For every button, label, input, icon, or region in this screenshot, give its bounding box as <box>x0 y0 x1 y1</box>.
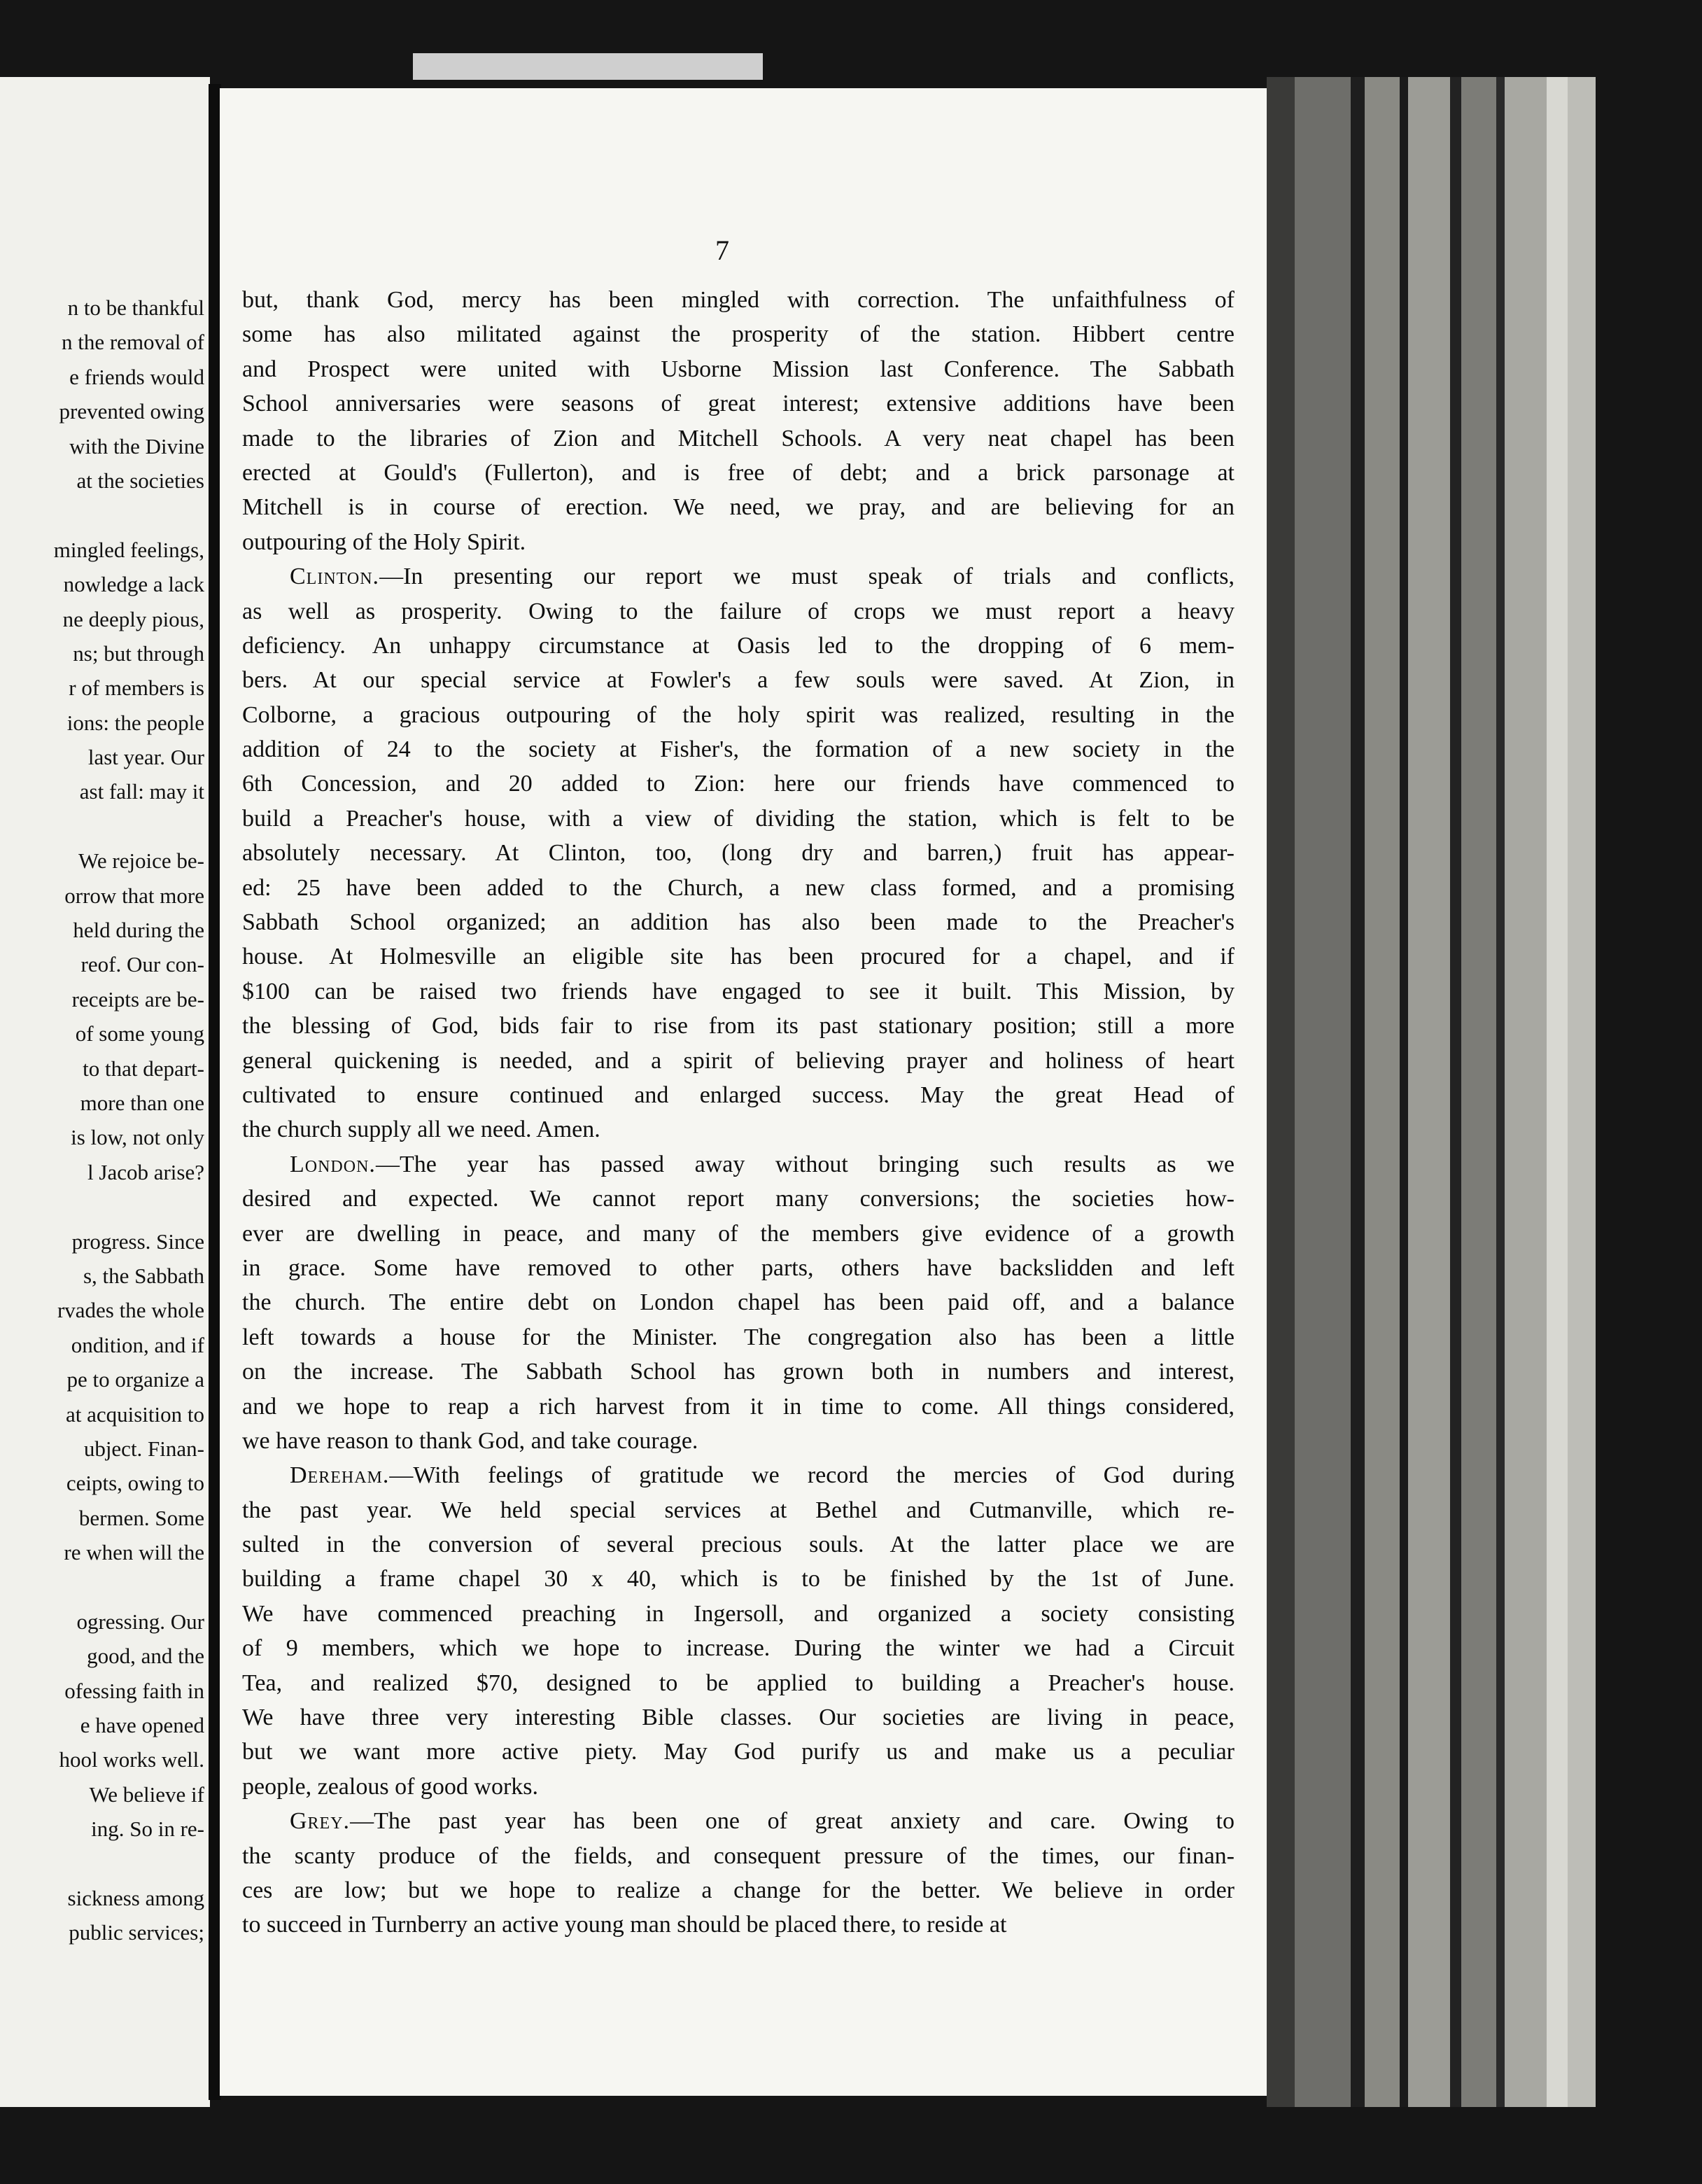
left-page-line: ondition, and if <box>71 1332 204 1357</box>
left-page-line: held during the <box>73 918 204 943</box>
text-line <box>242 1804 1235 1838</box>
left-page-line: ceipts, owing to <box>66 1471 204 1496</box>
left-facing-page <box>0 77 210 2107</box>
left-page-line: ast fall: may it <box>79 779 204 804</box>
left-page-line: prevented owing <box>59 399 204 424</box>
text-line: general quickening is needed, and a spirit of believing prayer and holiness of heart <box>242 1047 1235 1074</box>
left-page-line: to that depart- <box>83 1056 204 1081</box>
left-page-line: ofessing faith in <box>64 1678 204 1703</box>
paragraph-heading: Grey. <box>290 1808 351 1835</box>
left-page-line: of some young <box>75 1021 204 1046</box>
left-page-line <box>0 809 204 844</box>
left-page-line: hool works well. <box>59 1747 204 1772</box>
text-line: and Prospect were united with Usborne Mission last Conference. The Sabbath <box>242 356 1235 382</box>
text-line: as well as prosperity. Owing to the failure of crops we must report a heavy <box>242 598 1235 624</box>
left-page-line: n the removal of <box>61 330 204 355</box>
text-line-content: —The past year has been one of great anxiety and care. Owing to <box>350 1808 1235 1835</box>
left-page-line <box>0 1189 204 1224</box>
left-page-text <box>0 290 204 1950</box>
left-page-line: progress. Since <box>71 1228 204 1254</box>
text-line: addition of 24 to the society at Fisher's, the formation of a new society in the <box>242 736 1235 763</box>
text-line: building a frame chapel 30 x 40, which is to be finished by the 1st of June. <box>242 1566 1235 1592</box>
left-page-line: nowledge a lack <box>63 572 204 597</box>
text-line: 6th Concession, and 20 added to Zion: here our friends have commenced to <box>242 771 1235 797</box>
text-line: Colborne, a gracious outpouring of the holy spirit was realized, resulting in the <box>242 701 1235 728</box>
left-page-line: ogressing. Our <box>76 1609 204 1634</box>
text-line: ed: 25 have been added to the Church, a new class formed, and a promising <box>242 874 1235 901</box>
left-page-line: e have opened <box>80 1713 204 1738</box>
text-line: We have commenced preaching in Ingersoll, and organized a society consisting <box>242 1600 1235 1627</box>
page-number: 7 <box>715 234 729 266</box>
paragraph-heading: Clinton. <box>290 564 380 590</box>
left-page-line: rvades the whole <box>57 1298 204 1323</box>
left-page-line <box>0 1569 204 1604</box>
left-page-line: mingled feelings, <box>53 537 204 562</box>
text-line: Mitchell is in course of erection. We need, we pray, and are believing for an <box>242 494 1235 521</box>
text-line: in grace. Some have removed to other parts, others have backslidden and left <box>242 1254 1235 1281</box>
text-line-content: —In presenting our report we must speak of trials and conflicts, <box>379 564 1235 590</box>
text-line: We have three very interesting Bible classes. Our societies are living in peace, <box>242 1704 1235 1731</box>
left-page-line: more than one <box>80 1090 204 1115</box>
text-line-content: —The year has passed away without bringing such results as we <box>375 1151 1235 1177</box>
text-line: the scanty produce of the fields, and consequent pressure of the times, our finan- <box>242 1842 1235 1869</box>
text-line <box>242 559 1235 594</box>
text-line: the church. The entire debt on London chapel has been paid off, and a balance <box>242 1289 1235 1316</box>
text-line: the blessing of God, bids fair to rise from its past stationary position; still a more <box>242 1013 1235 1040</box>
left-page-line: at acquisition to <box>65 1401 204 1427</box>
text-line: on the increase. The Sabbath School has grown both in numbers and interest, <box>242 1359 1235 1385</box>
left-page-line: ing. So in re- <box>91 1816 204 1842</box>
text-line-content: —With feelings of gratitude we record the mercies of God during <box>389 1462 1235 1489</box>
left-page-line: re when will the <box>64 1540 204 1565</box>
page-body-text <box>242 283 1235 1942</box>
paragraph-heading: Dereham. <box>290 1462 390 1489</box>
left-page-line <box>0 1847 204 1881</box>
page-tab-marker <box>413 53 763 80</box>
text-line: absolutely necessary. At Clinton, too, (long dry and barren,) fruit has appear- <box>242 840 1235 867</box>
left-page-line: bermen. Some <box>78 1505 204 1530</box>
text-line: Sabbath School organized; an addition has also been made to the Preacher's <box>242 909 1235 936</box>
left-page-line: sickness among <box>67 1885 204 1910</box>
text-line: but we want more active piety. May God purify us and make us a peculiar <box>242 1739 1235 1765</box>
left-page-line <box>0 498 204 532</box>
text-line: bers. At our special service at Fowler's a few souls were saved. At Zion, in <box>242 667 1235 694</box>
left-page-line: r of members is <box>69 676 204 701</box>
left-page-line: good, and the <box>87 1644 204 1669</box>
text-line <box>242 1458 1235 1492</box>
text-line: but, thank God, mercy has been mingled with correction. The unfaithfulness of <box>242 287 1235 313</box>
left-page-line: ubject. Finan- <box>83 1436 204 1461</box>
text-line: cultivated to ensure continued and enlarged success. May the great Head of <box>242 1082 1235 1108</box>
text-line: School anniversaries were seasons of great interest; extensive additions have been <box>242 391 1235 417</box>
left-page-line: ions: the people <box>66 710 204 735</box>
left-page-line: at the societies <box>76 468 204 493</box>
left-page-line: s, the Sabbath <box>83 1263 204 1288</box>
left-page-line: n to be thankful <box>67 295 204 320</box>
left-page-line: ne deeply pious, <box>62 606 204 631</box>
left-page-line: e friends would <box>69 364 204 389</box>
left-page-line: last year. Our <box>87 745 204 770</box>
text-line: erected at Gould's (Fullerton), and is free of debt; and a brick parsonage at <box>242 459 1235 486</box>
text-line: the church supply all we need. Amen. <box>242 1116 600 1143</box>
left-page-line: orrow that more <box>64 883 204 908</box>
text-line: ever are dwelling in peace, and many of the members give evidence of a growth <box>242 1220 1235 1247</box>
left-page-line: We believe if <box>89 1782 204 1807</box>
text-line <box>242 1147 1235 1182</box>
text-line: made to the libraries of Zion and Mitchell Schools. A very neat chapel has been <box>242 425 1235 451</box>
text-line: Tea, and realized $70, designed to be applied to building a Preacher's house. <box>242 1670 1235 1696</box>
left-page-line: is low, not only <box>71 1125 204 1150</box>
text-line: outpouring of the Holy Spirit. <box>242 528 526 555</box>
left-page-line: We rejoice be- <box>78 848 204 874</box>
left-page-line: with the Divine <box>69 433 204 458</box>
left-page-line: reof. Our con- <box>80 952 204 977</box>
text-line: desired and expected. We cannot report many conversions; the societies how- <box>242 1186 1235 1212</box>
text-line: left towards a house for the Minister. The congregation also has been a little <box>242 1324 1235 1350</box>
left-page-line: pe to organize a <box>66 1367 204 1392</box>
text-line: to succeed in Turnberry an active young man should be placed there, to reside at <box>242 1912 1007 1938</box>
text-line: we have reason to thank God, and take courage. <box>242 1427 698 1454</box>
left-page-line: ns; but through <box>73 640 204 666</box>
text-line: and we hope to reap a rich harvest from it in time to come. All things considered, <box>242 1393 1235 1420</box>
text-line: deficiency. An unhappy circumstance at Oasis led to the dropping of 6 mem- <box>242 632 1235 659</box>
text-line: sulted in the conversion of several precious souls. At the latter place we are <box>242 1532 1235 1558</box>
text-line: some has also militated against the prosperity of the station. Hibbert centre <box>242 321 1235 348</box>
text-line: $100 can be raised two friends have engaged to see it built. This Mission, by <box>242 978 1235 1004</box>
page-edges-stack <box>1267 77 1596 2107</box>
text-line: people, zealous of good works. <box>242 1773 539 1800</box>
text-line: build a Preacher's house, with a view of dividing the station, which is felt to be <box>242 805 1235 832</box>
paragraph-heading: London. <box>290 1151 376 1177</box>
left-page-line: public services; <box>69 1920 204 1945</box>
text-line: ces are low; but we hope to realize a change for the better. We believe in order <box>242 1877 1235 1903</box>
left-page-line: l Jacob arise? <box>87 1159 204 1184</box>
text-line: of 9 members, which we hope to increase. During the winter we had a Circuit <box>242 1635 1235 1662</box>
text-line: the past year. We held special services at Bethel and Cutmanville, which re- <box>242 1497 1235 1523</box>
text-line: house. At Holmesville an eligible site has been procured for a chapel, and if <box>242 944 1235 970</box>
left-page-line: receipts are be- <box>71 986 204 1011</box>
